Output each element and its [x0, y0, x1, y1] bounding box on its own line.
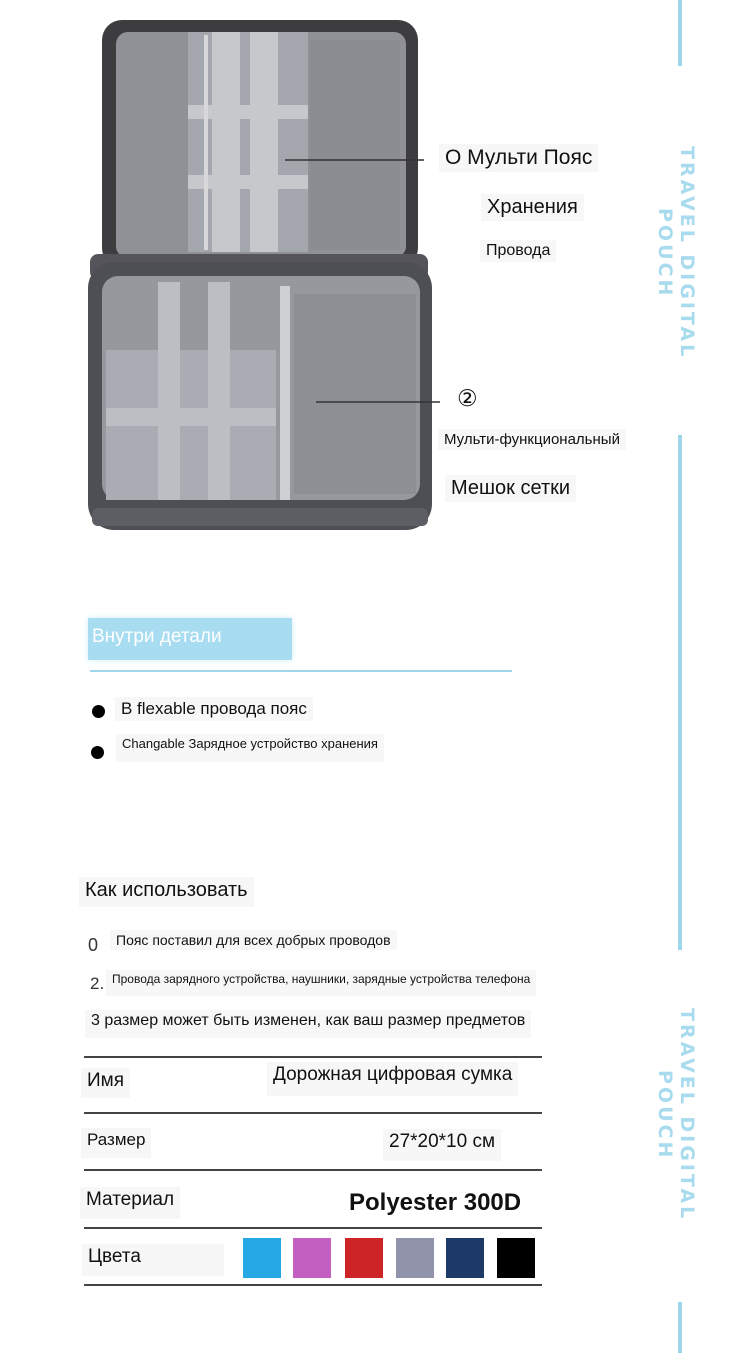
table-divider	[84, 1112, 542, 1114]
color-swatch-blue[interactable]	[243, 1238, 281, 1278]
callout-wires: Провода	[480, 240, 556, 262]
color-swatch-navy[interactable]	[446, 1238, 484, 1278]
bullet-icon	[92, 705, 105, 718]
callout-mesh-bag: Мешок сетки	[445, 475, 576, 502]
side-text-bottom: TRAVEL DIGITAL POUCH	[654, 1008, 698, 1222]
table-divider	[84, 1169, 542, 1171]
usage-heading: Как использовать	[79, 877, 254, 907]
usage-step-number: 2.	[90, 974, 105, 993]
inside-heading	[88, 618, 292, 660]
color-swatch-purple[interactable]	[293, 1238, 331, 1278]
pouch-image	[80, 10, 440, 535]
spec-colors-label: Цвета	[82, 1244, 224, 1276]
side-bar-middle	[678, 435, 682, 950]
usage-step-text: 3 размер может быть изменен, как ваш размер предметов	[85, 1010, 531, 1038]
side-text-top: TRAVEL DIGITAL POUCH	[654, 146, 698, 360]
spec-material-value: Polyester 300D	[349, 1189, 522, 1216]
inside-heading-text: Внутри детали	[92, 626, 222, 647]
table-divider	[84, 1227, 542, 1229]
table-divider	[84, 1284, 542, 1286]
inside-item: В flexable провода пояс	[115, 697, 313, 721]
callout-multifunctional: Мульти-функциональный	[438, 429, 626, 450]
callout-multi-belt: О Мульти Пояс	[439, 144, 598, 172]
color-swatch-red[interactable]	[345, 1238, 383, 1278]
spec-name-label: Имя	[81, 1068, 130, 1098]
table-divider	[84, 1056, 542, 1058]
callout-marker: ②	[457, 385, 478, 411]
spec-name-value: Дорожная цифровая сумка	[267, 1062, 518, 1096]
side-bar-top	[678, 0, 682, 66]
spec-material-label: Материал	[80, 1187, 180, 1219]
color-swatch-gray[interactable]	[396, 1238, 434, 1278]
usage-step-text: Пояс поставил для всех добрых проводов	[110, 930, 397, 950]
usage-step-text: Провода зарядного устройства, наушники, зарядные устройства телефона	[106, 970, 536, 996]
inside-item: Changable Зарядное устройство хранения	[116, 734, 384, 762]
usage-step-number: 0	[88, 935, 99, 955]
spec-size-value: 27*20*10 см	[383, 1129, 501, 1161]
callout-storage: Хранения	[481, 194, 584, 221]
side-bar-bottom	[678, 1302, 682, 1353]
color-swatch-black[interactable]	[497, 1238, 535, 1278]
spec-size-label: Размер	[81, 1128, 151, 1158]
inside-underline	[90, 670, 512, 672]
bullet-icon	[91, 746, 104, 759]
